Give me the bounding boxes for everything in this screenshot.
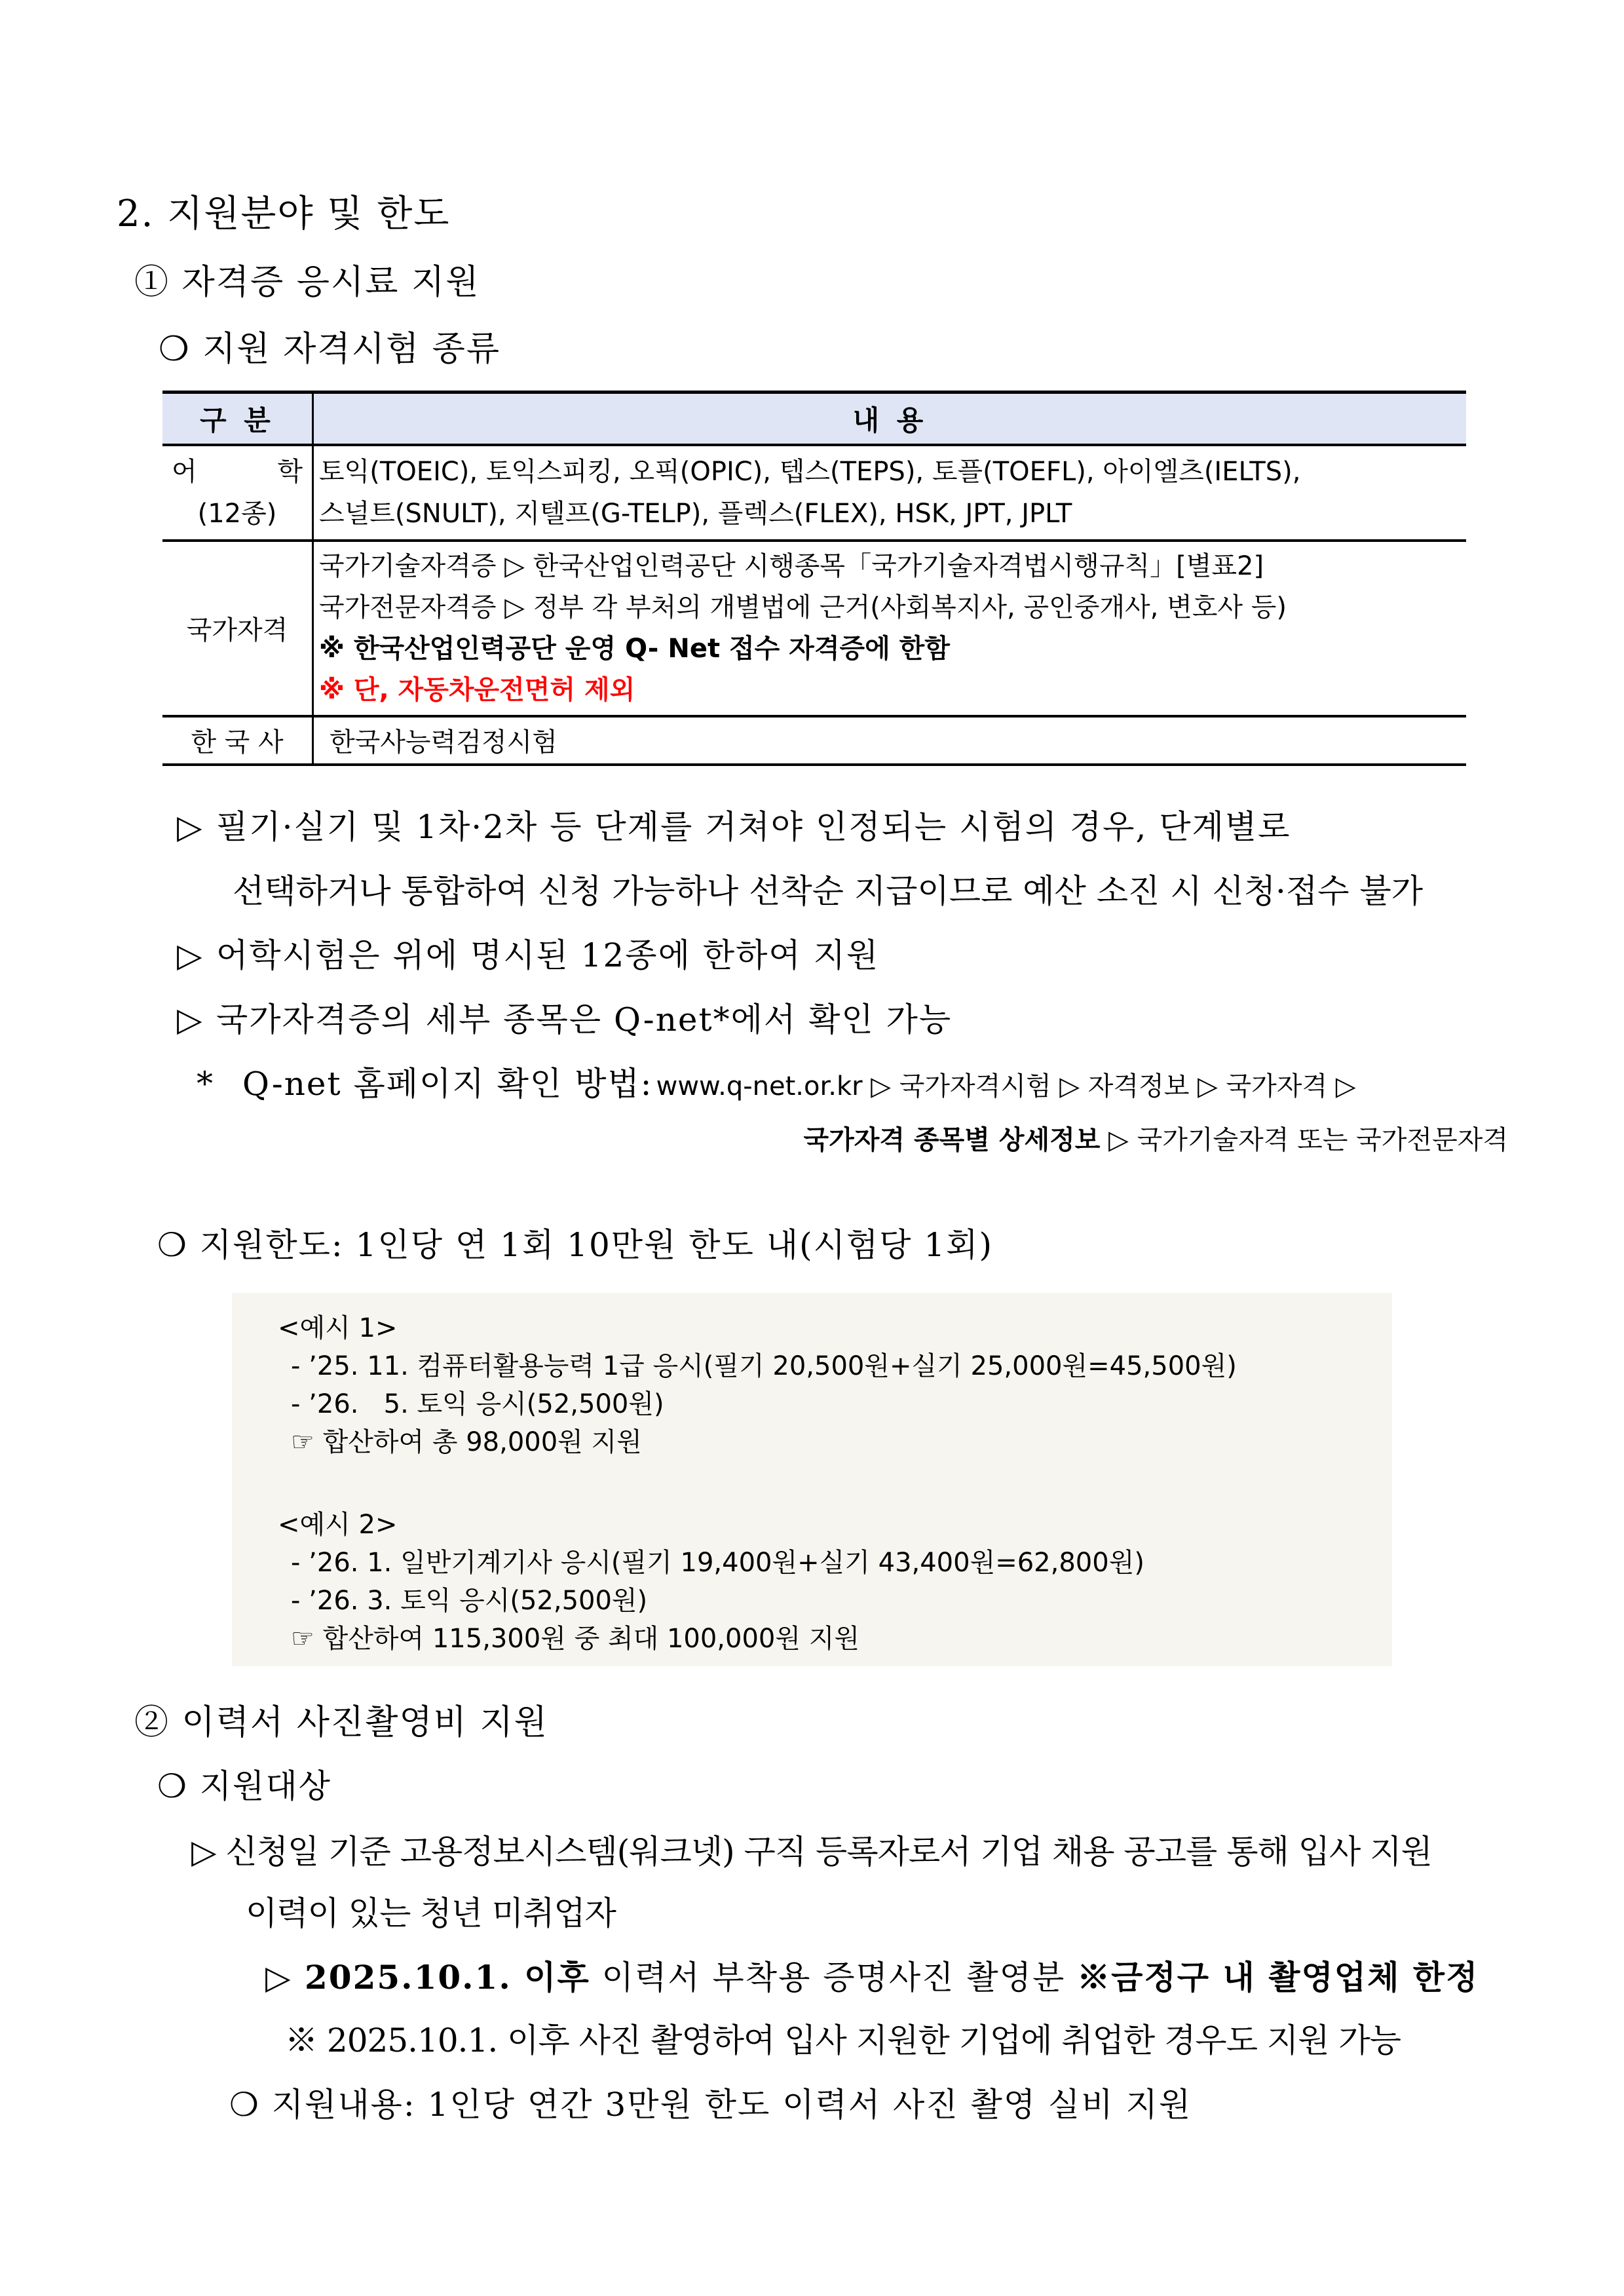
- qnet-footnote: * Q-net 홈페이지 확인 방법: www.q-net.or.kr ▷ 국가자격시험 ▷ 자격정보 ▷ 국가자격 ▷: [197, 1065, 1356, 1103]
- target-heading: ❍ 지원대상: [157, 1767, 331, 1805]
- qnet-path-line1: www.q-net.or.kr ▷ 국가자격시험 ▷ 자격정보 ▷ 국가자격 ▷: [656, 1071, 1356, 1101]
- exclusion-note: ※ 단, 자동차운전면허 제외: [319, 674, 635, 705]
- asterisk-icon: *: [197, 1065, 214, 1103]
- table-header-row: [162, 392, 1466, 445]
- qnet-note: ※ 한국산업인력공단 운영 Q- Net 접수 자격증에 한함: [319, 633, 950, 664]
- table-row: [162, 541, 1466, 716]
- example-2-line: - ’26. 3. 토익 응시(52,500원): [291, 1586, 648, 1616]
- item2-title: ② 이력서 사진촬영비 지원: [134, 1703, 548, 1742]
- example-1-result: ☞ 합산하여 총 98,000원 지원: [291, 1427, 642, 1457]
- row-content-language: 토익(TOEIC), 토익스피킹, 오픽(OPIC), 텝스(TEPS), 토플(TOEFL), 아이엘츠(IELTS), 스널트(SNULT), 지텔프(G-TELP), 플렉스(FLEX), HSK, JPT, JPLT: [319, 456, 1301, 529]
- table-row: [162, 716, 1466, 765]
- exam-types-table: [162, 391, 1466, 766]
- target-line2: 이력이 있는 청년 미취업자: [246, 1894, 616, 1932]
- table-row: [162, 445, 1466, 541]
- qnet-path-line2: 국가자격 종목별 상세정보 ▷ 국가기술자격 또는 국가전문자격: [803, 1125, 1508, 1155]
- example-2-title: <예시 2>: [278, 1510, 398, 1540]
- example-1-title: <예시 1>: [278, 1313, 398, 1343]
- triangle-bullet-icon: ▷: [177, 1001, 204, 1039]
- item1-title: ① 자격증 응시료 지원: [134, 263, 480, 302]
- target-line1: ▷ 신청일 기준 고용정보시스템(워크넷) 구직 등록자로서 기업 채용 공고를 통해 입사 지원: [191, 1833, 1432, 1871]
- header-content: 내 용: [852, 404, 928, 436]
- bullet-stage-exams-cont: 선택하거나 통합하여 신청 가능하나 선착순 지급이므로 예산 소진 시 신청·접수 불가: [233, 872, 1424, 910]
- photo-note: ※ 2025.10.1. 이후 사진 촬영하여 입사 지원한 기업에 취업한 경우도 지원 가능: [285, 2021, 1401, 2059]
- example-2-line: - ’26. 1. 일반기계기사 응시(필기 19,400원+실기 43,400원=62,800원): [291, 1548, 1144, 1578]
- triangle-bullet-icon: ▷: [177, 808, 204, 846]
- section-title: 2. 지원분야 및 한도: [117, 193, 451, 235]
- row-content-history: 한국사능력검정시험: [330, 727, 557, 757]
- photo-date-condition: ▷ 2025.10.1. 이후 이력서 부착용 증명사진 촬영분 ※금정구 내 촬영업체 한정: [265, 1958, 1479, 1997]
- example-1-line: - ’25. 11. 컴퓨터활용능력 1급 응시(필기 20,500원+실기 25,000원=45,500원): [291, 1351, 1237, 1381]
- item1-subtitle: ❍ 지원 자격시험 종류: [159, 330, 501, 369]
- bullet-language-exams: ▷ 어학시험은 위에 명시된 12종에 한하여 지원: [177, 936, 880, 974]
- header-category: 구 분: [162, 392, 313, 445]
- triangle-bullet-icon: ▷: [177, 936, 204, 974]
- bullet-national-details: ▷ 국가자격증의 세부 종목은 Q-net*에서 확인 가능: [177, 1001, 953, 1039]
- support-content: ❍ 지원내용: 1인당 연간 3만원 한도 이력서 사진 촬영 실비 지원: [229, 2086, 1192, 2124]
- row-content-national: 국가기술자격증 ▷ 한국산업인력공단 시행종목「국가기술자격법시행규칙」[별표2] 국가전문자격증 ▷ 정부 각 부처의 개별법에 근거(사회복지사, 공인중개사, 변호사 등) ※ 한국산업인력공단 운영 Q- Net 접수 자격증에 한함 ※ 단, 자동차운전면허 제외: [313, 541, 1467, 716]
- triangle-bullet-icon: ▷: [265, 1959, 292, 1997]
- support-limit: ❍ 지원한도: 1인당 연 1회 10만원 한도 내(시험당 1회): [157, 1226, 993, 1264]
- example-2-result: ☞ 합산하여 115,300원 중 최대 100,000원 지원: [291, 1624, 860, 1654]
- row-category-history: 한 국 사: [162, 716, 313, 765]
- row-category-language: 어 학 (12종): [162, 445, 313, 541]
- row-category-national: 국가자격: [162, 541, 313, 716]
- bullet-stage-exams: ▷ 필기·실기 및 1차·2차 등 단계를 거쳐야 인정되는 시험의 경우, 단계별로: [177, 808, 1291, 846]
- example-1-line: - ’26. 5. 토익 응시(52,500원): [291, 1389, 664, 1419]
- example-box: [232, 1293, 1392, 1666]
